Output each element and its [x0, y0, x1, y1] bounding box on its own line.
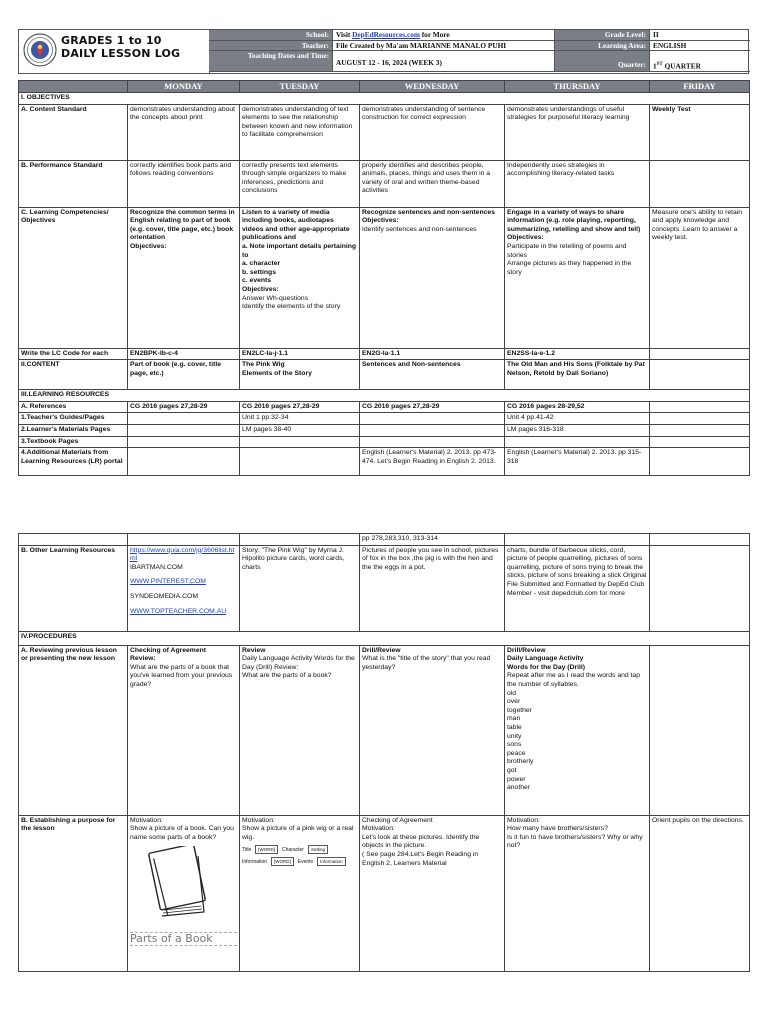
content-standard-row	[19, 104, 750, 160]
competencies-thu	[505, 207, 650, 348]
title-line-1: GRADES 1 to 10	[61, 34, 162, 47]
word-item: man	[507, 715, 521, 723]
content-fri	[650, 360, 750, 390]
word-item: peace	[507, 749, 526, 757]
other-resources-label: B. Other Learning Resources	[19, 545, 128, 631]
content-standard-tue: demonstrates understanding of text elements to see the relationship between known and new information to facilitate comprehension	[240, 104, 360, 160]
story-box-events: Events	[297, 858, 314, 865]
content-tue	[240, 360, 360, 390]
comp-thu-b: Participate in the retelling of poems and stories	[507, 242, 627, 259]
other-resources-tue: Story: "The Pink Wig" by Myrna J. Hipolito picture cards, word cards, charts	[240, 545, 360, 631]
quia-link[interactable]: https://www.quia.com/jg/3606list.html	[130, 546, 235, 563]
purpose-wed-2: Motivation:	[362, 825, 395, 833]
review-mon	[128, 645, 240, 815]
competencies-tue	[240, 207, 360, 348]
references-thu: CG 2016 pages 28-29,52	[505, 401, 650, 413]
word-item: got	[507, 766, 517, 774]
school-link[interactable]: DepEdResources.com	[352, 30, 420, 39]
purpose-tue-1: Motivation:	[242, 816, 275, 824]
story-elements-row-1	[242, 845, 357, 854]
review-mon-1: Checking of Agreement	[130, 646, 207, 654]
learners-materials-fri	[650, 424, 750, 436]
content-standard-fri: Weekly Test	[650, 104, 750, 160]
purpose-fri: Orient pupils on the directions.	[650, 815, 750, 971]
days-corner	[19, 81, 128, 93]
lc-code-row	[19, 348, 750, 360]
dates-label: Teaching Dates and Time:	[209, 51, 332, 72]
additional-materials-wed: English (Learner's Material) 2. 2013. pp 473-474. Let's Begin Reading in English 2. 2013.	[360, 448, 505, 476]
content-mon: Part of book (e.g. cover, title page, etc.)	[128, 360, 240, 390]
review-label: A. Reviewing previous lesson or presenting the new lesson	[19, 645, 128, 815]
story-box-setting: Setting	[308, 845, 328, 854]
comp-tue-b: a. Note important details pertaining to	[242, 242, 357, 259]
learners-materials-thu: LM pages 316-318	[505, 424, 650, 436]
header-block	[18, 29, 749, 74]
review-tue-3: What are the parts of a book?	[242, 672, 332, 680]
purpose-label: B. Establishing a purpose for the lesson	[19, 815, 128, 971]
performance-standard-fri	[650, 160, 750, 207]
book-caption: Parts of a Book	[130, 932, 237, 946]
review-wed-1: Drill/Review	[362, 646, 401, 654]
word-item: together	[507, 706, 532, 714]
performance-standard-wed: properly identifies and describes people, animals, places, things and uses them in a variety of oral and written theme-based activities	[360, 160, 505, 207]
content-standard-wed: demonstrates understanding of sentence construction for correct expression	[360, 104, 505, 160]
additional-materials-thu: English (Learner's Material) 2. 2013. pp 315-318	[505, 448, 650, 476]
story-box-word: [WORD]	[255, 845, 278, 854]
performance-standard-mon: correctly identifies book parts and follows reading conventions	[128, 160, 240, 207]
ibartman-text: IBARTMAN.COM	[130, 563, 183, 571]
day-tuesday: TUESDAY	[240, 81, 360, 93]
review-thu-2: Daily Language Activity	[507, 655, 584, 663]
review-tue-1: Review	[242, 646, 266, 654]
story-elements-row-2	[242, 857, 357, 866]
comp-tue-e: c. events	[242, 277, 272, 285]
day-friday: FRIDAY	[650, 81, 750, 93]
deped-seal-icon	[23, 33, 57, 67]
content-row	[19, 360, 750, 390]
content-label: II.CONTENT	[19, 360, 128, 390]
word-item: sons	[507, 741, 522, 749]
school-prefix: Visit	[336, 30, 353, 39]
purpose-thu-3: Is it fun to have brothers/sisters? Why or why not?	[507, 833, 643, 850]
teacher-value: File Created by Ma'am MARIANNE MANALO PUHI	[332, 41, 554, 52]
content-thu: The Old Man and His Sons (Folktale by Pat Nelson, Retold by Dali Soriano)	[505, 360, 650, 390]
teachers-guide-mon	[128, 413, 240, 425]
day-wednesday: WEDNESDAY	[360, 81, 505, 93]
area-value: ENGLISH	[649, 41, 750, 52]
objectives-section-title: I. OBJECTIVES	[19, 93, 750, 105]
review-mon-2: Review:	[130, 655, 156, 663]
content-tue-b: Elements of the Story	[242, 369, 312, 377]
book-picture-icon	[130, 846, 226, 930]
comp-thu-c: Arrange pictures as they happened in the story	[507, 260, 632, 276]
word-item: over	[507, 698, 521, 706]
other-resources-row	[19, 545, 750, 631]
learners-materials-label: 2.Learner's Materials Pages	[19, 424, 128, 436]
story-box-information: Information	[242, 858, 268, 865]
purpose-mon-1: Motivation:	[130, 816, 163, 824]
competencies-row	[19, 207, 750, 348]
lc-code-wed: EN2G-Ia-1.1	[360, 348, 505, 360]
comp-mon-text: Recognize the common terms in English relating to part of book (e.g. cover, title page, etc.) book orientation	[130, 208, 235, 242]
performance-standard-row	[19, 160, 750, 207]
review-wed	[360, 645, 505, 815]
purpose-thu-1: Motivation:	[507, 816, 540, 824]
header-info-grid	[209, 30, 748, 73]
resources-section-row	[19, 390, 750, 402]
purpose-row	[19, 815, 750, 971]
review-thu-1: Drill/Review	[507, 646, 546, 654]
purpose-thu-2: How many have brothers/sisters?	[507, 825, 608, 833]
learners-materials-row	[19, 424, 750, 436]
purpose-wed-3: Let's look at these pictures. Identify the objects in the picture.	[362, 833, 480, 850]
teachers-guide-label: 1.Teacher's Guides/Pages	[19, 413, 128, 425]
quarter-word: QUARTER	[662, 61, 701, 71]
references-fri	[650, 401, 750, 413]
area-label: Learning Area:	[554, 41, 649, 52]
lesson-table-part-2	[18, 533, 750, 972]
performance-standard-label: B. Performance Standard	[19, 160, 128, 207]
purpose-mon	[128, 815, 240, 971]
content-wed: Sentences and Non-sentences	[360, 360, 505, 390]
day-thursday: THURSDAY	[505, 81, 650, 93]
additional-materials-row	[19, 448, 750, 476]
performance-standard-tue: correctly presents text elements through simple organizers to make inferences, predictions and conclusions	[240, 160, 360, 207]
word-item: unity	[507, 732, 522, 740]
content-standard-mon: demonstrates understanding about the concepts about print	[128, 104, 240, 160]
references-wed: CG 2016 pages 27,28-29	[360, 401, 505, 413]
word-item: another	[507, 784, 531, 792]
quarter-sup: ST	[656, 62, 663, 67]
grade-value: II	[649, 30, 750, 41]
textbook-label: 3.Textbook Pages	[19, 436, 128, 448]
purpose-tue	[240, 815, 360, 971]
teacher-label: Teacher:	[209, 41, 332, 52]
purpose-thu	[505, 815, 650, 971]
performance-standard-thu: Independently uses strategies in accomplishing literacy-related tasks	[505, 160, 650, 207]
review-row	[19, 645, 750, 815]
quarter-value	[649, 51, 750, 72]
word-list	[507, 690, 647, 793]
lc-code-fri	[650, 348, 750, 360]
additional-materials-cont-row	[19, 534, 750, 546]
purpose-wed-1: Checking of Agreement	[362, 816, 433, 824]
school-suffix: for More	[419, 30, 450, 39]
teachers-guide-thu: Unit 4 pp.41-42	[505, 413, 650, 425]
quarter-label: Quarter:	[554, 51, 649, 72]
references-label: A. References	[19, 401, 128, 413]
other-resources-thu: charts, bundle of barbecue sticks, cord, picture of people quarrelling, pictures of sons quarrelling, picture of sons trying to break the sticks, picture of sons breaking a stick Original File Submitted and Formatted by DepEd Club Member - visit depedclub.com for more	[505, 545, 650, 631]
review-thu-4: Repeat after me as I read the words and tap the number of syllables.	[507, 672, 640, 688]
comp-thu-objectives: Objectives:	[507, 234, 544, 242]
header-title-block	[19, 30, 210, 73]
comp-wed-a: Recognize sentences and non-sentences	[362, 208, 495, 216]
competencies-label: C. Learning Competencies/ Objectives	[19, 207, 128, 348]
grade-label: Grade Level:	[554, 30, 649, 41]
competencies-fri: Measure one's ability to retain and apply knowledge and concepts .Learn to answer a weekly test.	[650, 207, 750, 348]
quarter-num: 1	[653, 61, 657, 71]
content-standard-thu: demonstrates understandings of useful strategies for purposeful literacy learning	[505, 104, 650, 160]
resources-section-title: III.LEARNING RESOURCES	[19, 390, 750, 402]
learners-materials-mon	[128, 424, 240, 436]
teachers-guide-row	[19, 413, 750, 425]
story-box-title: Title	[242, 846, 252, 853]
header-title	[61, 34, 180, 60]
day-monday: MONDAY	[128, 81, 240, 93]
topteacher-link[interactable]: WWW.TOPTEACHER.COM.AU	[130, 607, 227, 615]
review-mon-3: What are the parts of a book that you've learned from your previous grade?	[130, 663, 233, 688]
content-tue-a: The Pink Wig	[242, 361, 285, 369]
objectives-section-row	[19, 93, 750, 105]
learners-materials-tue: LM pages 38-40	[240, 424, 360, 436]
competencies-mon	[128, 207, 240, 348]
additional-materials-label: 4.Additional Materials from Learning Resources (LR) portal	[19, 448, 128, 476]
textbook-row	[19, 436, 750, 448]
comp-tue-g: Identify the elements of the story	[242, 303, 341, 311]
syndeomedia-text: SYNDEOMEDIA.COM	[130, 592, 198, 600]
teachers-guide-wed	[360, 413, 505, 425]
review-tue	[240, 645, 360, 815]
story-box-information-2: Information	[317, 857, 346, 866]
purpose-tue-2: Show a picture of a pink wig or a real wig.	[242, 825, 354, 841]
word-item: power	[507, 775, 526, 783]
lc-code-tue: EN2LC-Ia-j-1.1	[240, 348, 360, 360]
title-line-2: DAILY LESSON LOG	[61, 47, 181, 60]
comp-tue-d: b. settings	[242, 268, 276, 276]
review-thu	[505, 645, 650, 815]
other-resources-wed: Pictures of people you see in school, pictures of fox in the box ,the pig is with the hen and the the eggs in a pot.	[360, 545, 505, 631]
comp-tue-a: Listen to a variety of media including books, audiotapes videos and other age-appropriate publications and	[242, 208, 350, 242]
days-header-row	[19, 81, 750, 93]
comp-wed-objectives: Objectives:	[362, 217, 399, 225]
word-item: old	[507, 689, 517, 697]
references-row	[19, 401, 750, 413]
review-thu-3: Words for the Day (Drill)	[507, 663, 586, 671]
dates-value: AUGUST 12 - 16, 2024 (WEEK 3)	[332, 51, 554, 72]
lesson-table-part-1	[18, 80, 750, 476]
lc-code-mon: EN2BPK-Ib-c-4	[128, 348, 240, 360]
review-tue-2: Daily Language Activity Words for the Day (Drill) Review:	[242, 655, 355, 671]
other-resources-mon	[128, 545, 240, 631]
word-item: brotherly	[507, 758, 534, 766]
references-tue: CG 2016 pages 27,28-29	[240, 401, 360, 413]
procedures-section-title: IV.PROCEDURES	[19, 631, 750, 645]
lc-code-label: Write the LC Code for each	[19, 348, 128, 360]
purpose-wed-4: ( See page 284.Let's Begin Reading in English 2, Learners Material	[362, 850, 479, 867]
story-box-character: Character	[282, 846, 304, 853]
competencies-wed	[360, 207, 505, 348]
comp-mon-objectives: Objectives:	[130, 242, 167, 250]
learners-materials-wed	[360, 424, 505, 436]
purpose-wed	[360, 815, 505, 971]
word-item: table	[507, 723, 522, 731]
comp-tue-f: Answer Wh-questions	[242, 294, 309, 302]
school-label: School:	[209, 30, 332, 41]
school-value	[332, 30, 554, 41]
comp-wed-b: Identify sentences and non-sentences	[362, 225, 477, 233]
story-box-word-2: [WORD]	[271, 857, 294, 866]
purpose-mon-2: Show a picture of a book. Can you name some parts of a book?	[130, 825, 234, 841]
lc-code-thu: EN2SS-Ia-e-1.2	[505, 348, 650, 360]
procedures-section-row	[19, 631, 750, 645]
pinterest-link[interactable]: WWW.PINTEREST.COM	[130, 578, 206, 586]
teachers-guide-tue: Unit 1 pp.32-34	[240, 413, 360, 425]
review-wed-2: What is the "title of the story" that you read yesterday?	[362, 655, 491, 671]
comp-tue-c: a. character	[242, 260, 281, 268]
teachers-guide-fri	[650, 413, 750, 425]
additional-materials-wed-cont: pp 278,283,310, 313-314	[360, 534, 505, 546]
content-standard-label: A. Content Standard	[19, 104, 128, 160]
comp-tue-objectives: Objectives:	[242, 285, 279, 293]
comp-thu-a: Engage in a variety of ways to share information (e.g. role playing, reporting, summarizing, retelling and show and tell)	[507, 208, 641, 233]
references-mon: CG 2016 pages 27,28-29	[128, 401, 240, 413]
